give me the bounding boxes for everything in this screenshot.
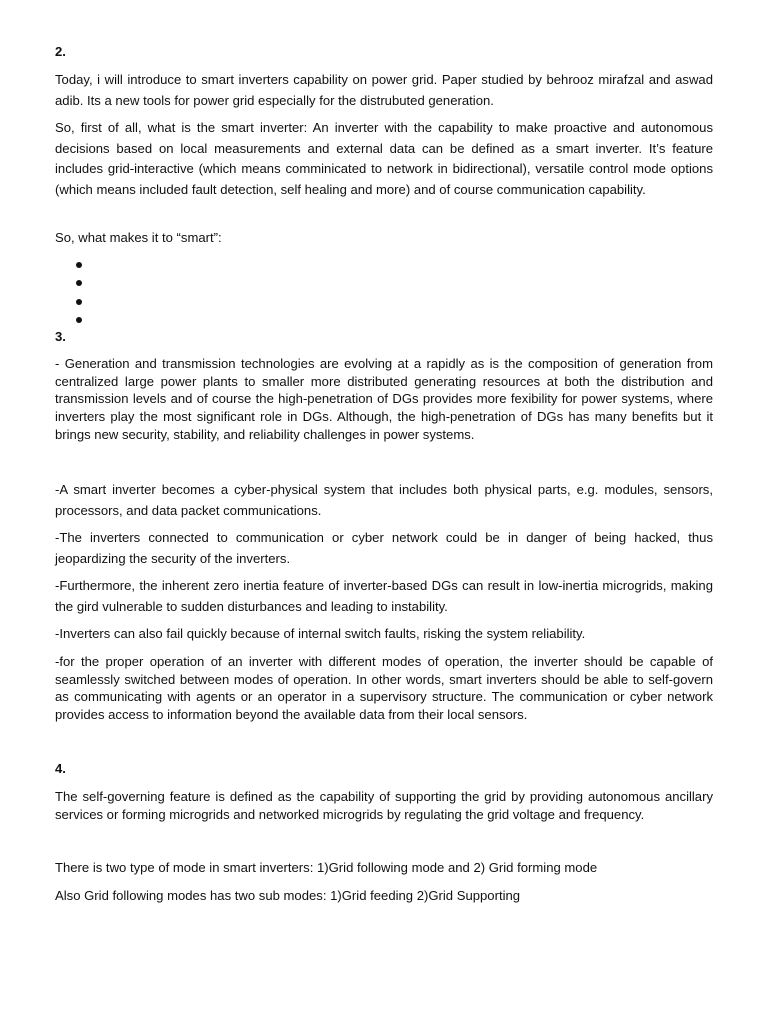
section-3-paragraph-4: -Furthermore, the inherent zero inertia feature of inverter-based DGs can result in low-inertia microgrids, making the gird vulnerable to sudden disturbances and leading to instability. [55, 578, 713, 614]
section-4-paragraph-3: Also Grid following modes has two sub modes: 1)Grid feeding 2)Grid Supporting [55, 888, 521, 903]
bullet-icon [76, 262, 82, 268]
section-3-heading: 3. [55, 329, 66, 344]
section-2-definition: So, first of all, what is the smart inverter: An inverter with the capability to make proactive and autonomous decisions based on local measurements and external data can be defined as a smart inverter. It’s feature includes grid-interactive (which means comminicated to network in bidirectional), versatile control mode options (which means included fault detection, self healing and more) and of course communication capability. [55, 120, 713, 197]
section-3-paragraph-2: -A smart inverter becomes a cyber-physical system that includes both physical parts, e.g. modules, sensors, processors, and data packet communications. [55, 482, 713, 518]
section-3-paragraph-6: -for the proper operation of an inverter with different modes of operation, the inverter should be capable of seamlessly switched between modes of operation. In other words, smart inverters should be able to self-govern as communicating with agents or an operator in a supervisory structure. The communication or cyber network provides access to information beyond the available data from their local sensors. [55, 654, 713, 723]
section-3-paragraph-5: -Inverters can also fail quickly because of internal switch faults, risking the system reliability. [55, 626, 586, 641]
section-2-heading: 2. [55, 44, 66, 59]
section-2-question: So, what makes it to “smart”: [55, 230, 222, 245]
bullet-icon [76, 317, 82, 323]
section-4-heading: 4. [55, 761, 66, 776]
section-4-paragraph-2: There is two type of mode in smart inverters: 1)Grid following mode and 2) Grid forming mode [55, 860, 598, 875]
bullet-icon [76, 299, 82, 305]
bullet-icon [76, 280, 82, 286]
section-2-intro: Today, i will introduce to smart inverters capability on power grid. Paper studied by behrooz mirafzal and aswad adib. Its a new tools for power grid especially for the distrubuted generation. [55, 72, 713, 108]
section-3-paragraph-1: - Generation and transmission technologies are evolving at a rapidly as is the composition of generation from centralized large power plants to smaller more distributed generating resources at both the distribution and transmission levels and of course the high-penetration of DGs provides more fexibility for power systems, where inverters play the most significant role in DGs. Although, the high-penetration of DGs has many benefits but it brings new security, stability, and reliability challenges in power systems. [55, 356, 713, 442]
section-3-paragraph-3: -The inverters connected to communication or cyber network could be in danger of being hacked, thus jeopardizing the security of the inverters. [55, 530, 713, 566]
section-4-paragraph-1: The self-governing feature is defined as the capability of supporting the grid by providing autonomous ancillary services or forming microgrids and networked microgrids by regulating the grid voltage and frequency. [55, 789, 713, 822]
